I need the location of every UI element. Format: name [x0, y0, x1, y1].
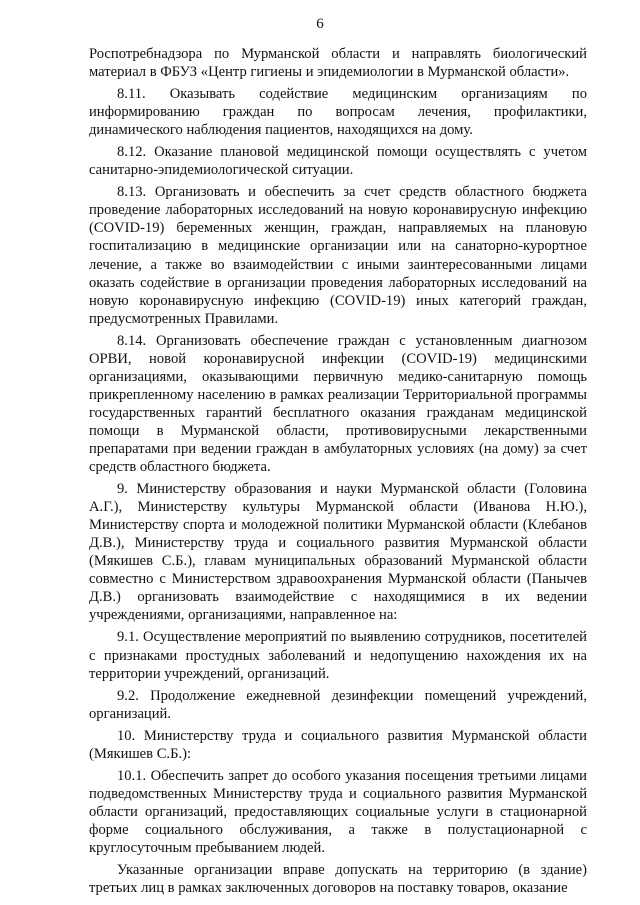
paragraph-8-13: 8.13. Организовать и обеспечить за счет средств областного бюджета проведение лабораторных исследований на новую коронавирусную инфекцию (COVID-19) беременных женщин, граждан, направляемых на плановую госпитализацию в медицинские организации или на санаторно-курортное лечение, а также во взаимодействии с иными заинтересованными лицами оказать содействие в организации проведения лабораторных исследований на новую коронавирусную инфекцию (COVID-19) иных категорий граждан, предусмотренных Правилами. [89, 184, 587, 327]
paragraph-8-11: 8.11. Оказывать содействие медицинским организациям по информированию граждан по вопросам лечения, профилактики, динамического наблюдения пациентов, находящихся на дому. [89, 86, 587, 139]
paragraph-9-1: 9.1. Осуществление мероприятий по выявлению сотрудников, посетителей с признаками простудных заболеваний и недопущению нахождения их на территории учреждений, организаций. [89, 629, 587, 682]
paragraph-organizations-access: Указанные организации вправе допускать на территорию (в здание) третьих лиц в рамках заключенных договоров на поставку товаров, оказание [89, 862, 587, 897]
paragraph-10-1: 10.1. Обеспечить запрет до особого указания посещения третьими лицами подведомственных Министерству труда и социального развития Мурманской области организаций, предоставляющих социальные услуги в стационарной форме социального обслуживания, а также в полустационарной с круглосуточным пребыванием людей. [89, 767, 587, 856]
document-body [89, 45, 587, 901]
paragraph-continuation-rospotrebnadzor: Роспотребнадзора по Мурманской области и направлять биологический материал в ФБУЗ «Центр гигиены и эпидемиологии в Мурманской области». [89, 46, 587, 81]
paragraph-10: 10. Министерству труда и социального развития Мурманской области (Мякишев С.Б.): [89, 727, 587, 762]
paragraph-8-14: 8.14. Организовать обеспечение граждан с установленным диагнозом ОРВИ, новой коронавирусной инфекции (COVID-19) медицинскими организациями, оказывающими первичную медико-санитарную помощь прикрепленному населению в рамках реализации Территориальной программы государственных гарантий бесплатного оказания гражданам медицинской помощи в Мурманской области, противовирусными лекарственными препаратами при ведении граждан в амбулаторных условиях (на дому) за счет средств областного бюджета. [89, 332, 587, 476]
paragraph-9: 9. Министерству образования и науки Мурманской области (Головина А.Г.), Министерству культуры Мурманской области (Иванова Н.Ю.), Министерству спорта и молодежной политики Мурманской области (Клебанов Д.В.), Министерству труда и социального развития Мурманской области (Мякишев С.Б.), главам муниципальных образований Мурманской области совместно с Министерством здравоохранения Мурманской области (Панычев Д.В.) организовать взаимодействие с находящимися в их ведении учреждениями, организациями, направленное на: [89, 481, 587, 624]
page-number: 6 [316, 16, 324, 32]
paragraph-9-2: 9.2. Продолжение ежедневной дезинфекции помещений учреждений, организаций. [89, 687, 587, 722]
paragraph-8-12: 8.12. Оказание плановой медицинской помощи осуществлять с учетом санитарно-эпидемиологической ситуации. [89, 144, 587, 179]
